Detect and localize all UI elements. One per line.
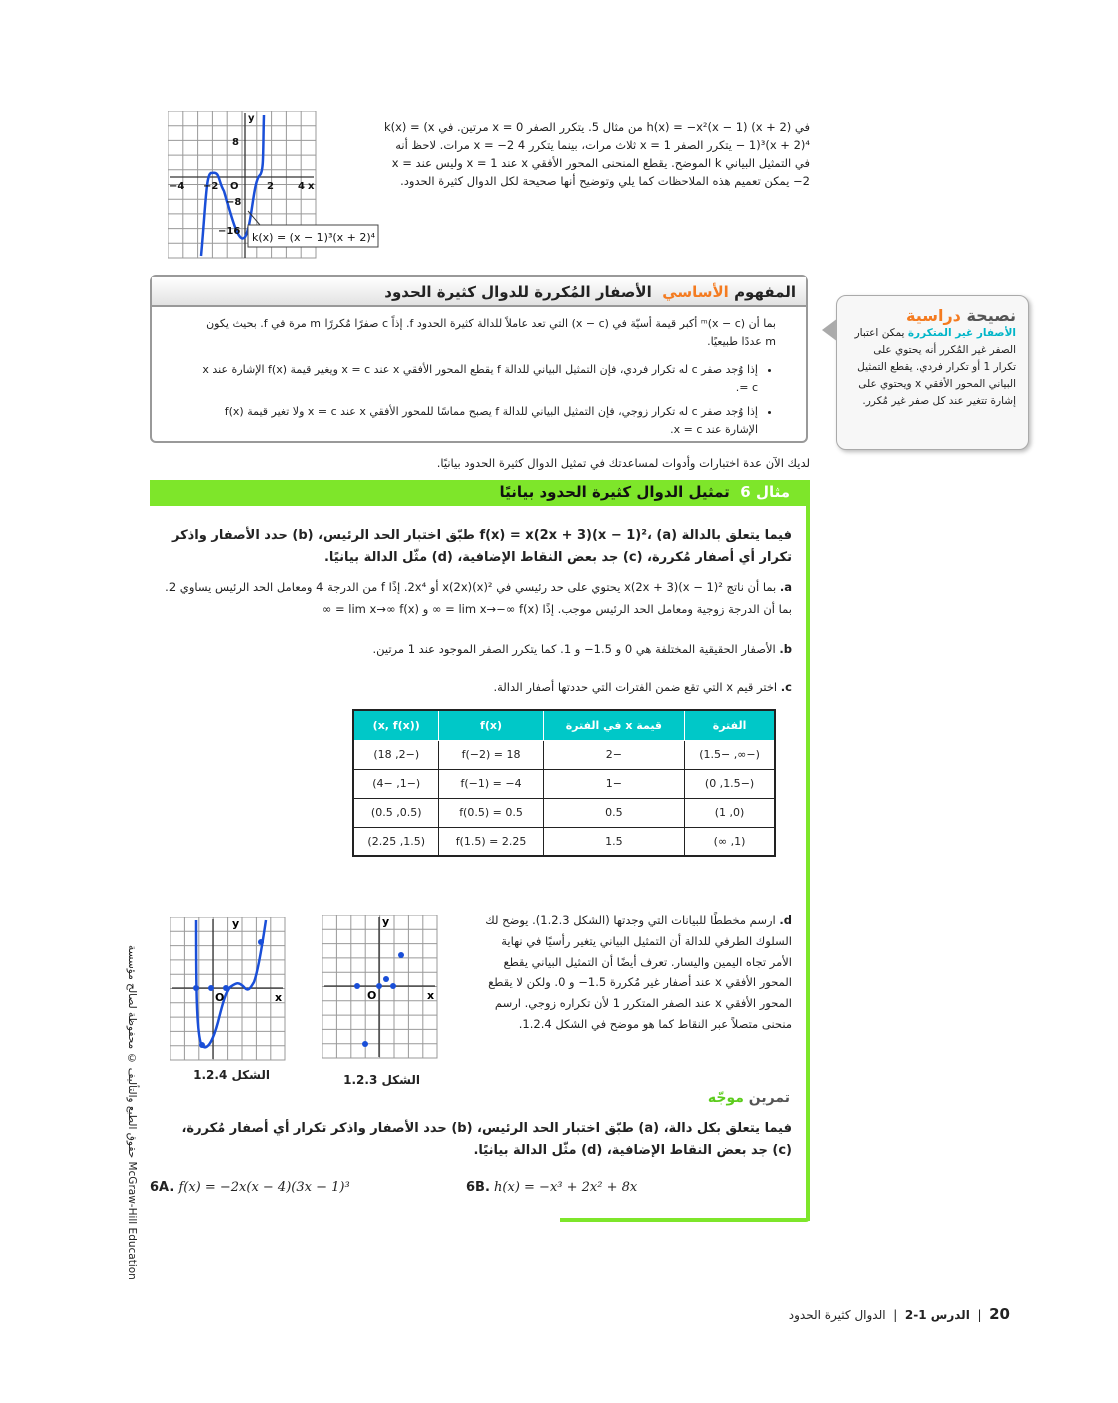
table-header: f(x) xyxy=(439,710,543,740)
example-border xyxy=(806,506,810,1221)
table-header: الفترة xyxy=(685,710,775,740)
cell: (1, ∞) xyxy=(685,827,775,856)
axis-x-label: x xyxy=(308,181,315,192)
step-letter: c. xyxy=(780,680,792,694)
origin-label: O xyxy=(230,181,239,192)
axis-y-label: y xyxy=(382,915,390,928)
table-header: قيمة x في الفترة xyxy=(543,710,684,740)
cell: (−1.5, 0) xyxy=(685,769,775,798)
graph-k xyxy=(168,111,380,261)
cell: f(−1) = −4 xyxy=(439,769,543,798)
table-row xyxy=(353,827,775,856)
tick-y: 8 xyxy=(232,137,239,148)
axis-y-label: y xyxy=(248,113,255,124)
step-letter: d. xyxy=(779,913,792,927)
key-concept-body: بما أن (x − c)ᵐ أكبر قيمة أسيّة في (x − c) التي تعد عاملاً للدالة كثيرة الحدود f. إذاً c صفرًا مُكررًا m مرة في f. بحيث يكون m عددًا طبيعيًا. xyxy=(206,317,776,348)
key-concept-title: الأصفار المُكررة للدوال كثيرة الحدود xyxy=(384,283,652,301)
lesson-topic: الدوال كثيرة الحدود xyxy=(788,1308,886,1322)
tick-y: −8 xyxy=(226,197,242,208)
step-d: ارسم مخططًا للبيانات التي وجدتها (الشكل 1.2.3). يوضح لك السلوك الطرفي للدالة أن التمثيل البياني يتغير رأسيًا في نهاية الأمر تجاه اليمين واليسار. تعرف أيضًا أن التمثيل البياني يقطع المحور الأفقي x عند أصفار غير مُكررة 1.5− و 0. ولكن لا يقطع المحور الأفقي x عند الصفر المتكرر 1 لأن تكراره زوجي. ارسم منحنى متصلاً عبر النقاط كما هو موضح في الشكل 1.2.4. xyxy=(485,913,792,1031)
cell: f(−2) = 18 xyxy=(439,740,543,769)
key-concept-bullet: • إذا وُجد صفر c له تكرار زوجي، فإن التمثيل البياني للدالة f يصبح مماسًا للمحور الأفقي x عند x = c ولا تغير قيمة f(x) الإشارة عند x = c. xyxy=(192,403,758,439)
figure-1-2-4-caption: الشكل 1.2.4 xyxy=(193,1068,270,1082)
guided-question: فيما يتعلق بكل دالة، (a) طبّق اختبار الحد الرئيس، (b) حدد الأصفار واذكر تكرار أي أصفار مُكررة، (c) جد بعض النقاط الإضافية، (d) مثّل الدالة بيانيًا. xyxy=(181,1121,792,1158)
tick-y: −16 xyxy=(218,226,241,237)
axis-y-label: y xyxy=(232,917,240,930)
step-c: اختر قيم x التي تقع ضمن الفترات التي حددتها أصفار الدالة. xyxy=(493,680,778,694)
cell: 1.5 xyxy=(543,827,684,856)
guided-title-1: تمرين xyxy=(748,1090,790,1106)
values-table xyxy=(352,709,776,857)
step-a: بما أن ناتج x(2x + 3)(x − 1)² يحتوي على حد رئيسي في x(2x)(x)² أو 2x⁴. إذًا f من الدرجة 4 ومعامل الحد الرئيس يساوي 2. بما أن الدرجة زوجية ومعامل الحد الرئيس موجب. إذًا lim x→−∞ f(x) = ∞ و lim x→∞ f(x) = ∞ xyxy=(165,580,792,616)
page-footer: 20 | الدرس 1-2 | الدوال كثيرة الحدود xyxy=(788,1305,1010,1323)
exercise-6a-label: 6A. xyxy=(150,1180,175,1195)
cell: −1 xyxy=(543,769,684,798)
cell: f(1.5) = 2.25 xyxy=(439,827,543,856)
lesson-label: الدرس 1-2 xyxy=(904,1308,970,1322)
figure-1-2-3-caption: الشكل 1.2.3 xyxy=(343,1073,420,1087)
cell: (0.5, 0.5) xyxy=(353,798,439,827)
exercise-6a: f(x) = −2x(x − 4)(3x − 1)³ xyxy=(178,1180,350,1195)
study-tip-title-1: نصيحة xyxy=(966,306,1016,325)
study-tip-title-2: دراسية xyxy=(906,306,961,325)
cell: 0.5 xyxy=(543,798,684,827)
step-b: الأصفار الحقيقية المختلفة هي 0 و 1.5− و 1. كما يتكرر الصفر الموجود عند 1 مرتين. xyxy=(372,642,776,656)
copyright-note: حقوق الطبع والتأليف © محفوظة لصالح مؤسسة McGraw-Hill Education xyxy=(126,945,138,1280)
step-letter: b. xyxy=(779,642,792,656)
axis-x-label: x xyxy=(427,989,435,1002)
example-number: 6 xyxy=(740,483,751,501)
tick-x: −2 xyxy=(203,181,219,192)
graph-k-label: k(x) = (x − 1)³(x + 2)⁴ xyxy=(252,231,376,244)
exercise-6b: h(x) = −x³ + 2x² + 8x xyxy=(494,1180,638,1195)
tick-x: −4 xyxy=(169,181,185,192)
exercise-6b-label: 6B. xyxy=(466,1180,490,1195)
figure-1-2-3-graph xyxy=(322,915,438,1060)
cell: (0, 1) xyxy=(685,798,775,827)
example-header xyxy=(150,480,810,506)
origin-label: O xyxy=(367,989,377,1002)
axis-x-label: x xyxy=(275,991,283,1004)
key-concept-prefix: المفهوم xyxy=(734,283,796,301)
page-number: 20 xyxy=(989,1305,1010,1323)
figure-1-2-4-graph xyxy=(170,917,286,1062)
guided-title-2: موجّه xyxy=(707,1090,744,1106)
example-title: تمثيل الدوال كثيرة الحدود بيانيًا xyxy=(499,483,730,501)
key-concept-box xyxy=(150,275,808,443)
table-row xyxy=(353,769,775,798)
tick-x: 2 xyxy=(267,181,274,192)
lead-text: لديك الآن عدة اختبارات وأدوات لمساعدتك في تمثيل الدوال كثيرة الحدود بيانيًا. xyxy=(436,456,810,470)
step-letter: a. xyxy=(779,580,792,594)
intro-text: في h(x) = −x²(x − 1) (x + 2) من مثال 5. يتكرر الصفر x = 0 مرتين. في k(x) = (x − 1)³(x + 2)⁴ يتكرر الصفر x = 1 ثلاث مرات، بينما يتكرر x = −2 4 مرات. لاحظ أنه في التمثيل البياني k الموضح. يقطع المنحنى المحور الأفقي x عند x = 1 وليس عند x = −2 يمكن تعميم هذه الملاحظات كما يلي وتوضيح أنها صحيحة لكل الدوال كثيرة الحدود. xyxy=(383,120,810,188)
table-row xyxy=(353,740,775,769)
key-concept-accent: الأساسي xyxy=(662,283,729,301)
study-tip-text: يمكن اعتبار الصفر غير المُكرر أنه يحتوي على تكرار 1 أو تكرار فردي. يقطع التمثيل البياني المحور الأفقي x ويحتوي على إشارة تتغير عند كل صفر غير مُكرر. xyxy=(854,327,1016,407)
origin-label: O xyxy=(215,991,225,1004)
study-tip-box xyxy=(836,295,1029,450)
example-border xyxy=(560,1218,810,1222)
cell: (1.5, 2.25) xyxy=(353,827,439,856)
example-label: مثال xyxy=(755,483,790,501)
cell: −2 xyxy=(543,740,684,769)
table-header: (x, f(x)) xyxy=(353,710,439,740)
example-question: فيما يتعلق بالدالة f(x) = x(2x + 3)(x − 1)²، (a) طبّق اختبار الحد الرئيس، (b) حدد الأصفار واذكر تكرار أي أصفار مُكررة، (c) جد بعض النقاط الإضافية، (d) مثّل الدالة بيانيًا. xyxy=(171,528,792,565)
cell: (−∞, −1.5) xyxy=(685,740,775,769)
key-concept-bullet: • إذا وُجد صفر c له تكرار فردي، فإن التمثيل البياني للدالة f يقطع المحور الأفقي x عند x = c ويغير قيمة f(x) الإشارة عند x = c. xyxy=(192,361,758,397)
cell: (−1, −4) xyxy=(353,769,439,798)
cell: f(0.5) = 0.5 xyxy=(439,798,543,827)
cell: (−2, 18) xyxy=(353,740,439,769)
study-tip-heading: الأصفار غير المتكررة xyxy=(907,327,1016,339)
tick-x: 4 xyxy=(298,181,305,192)
table-row xyxy=(353,798,775,827)
